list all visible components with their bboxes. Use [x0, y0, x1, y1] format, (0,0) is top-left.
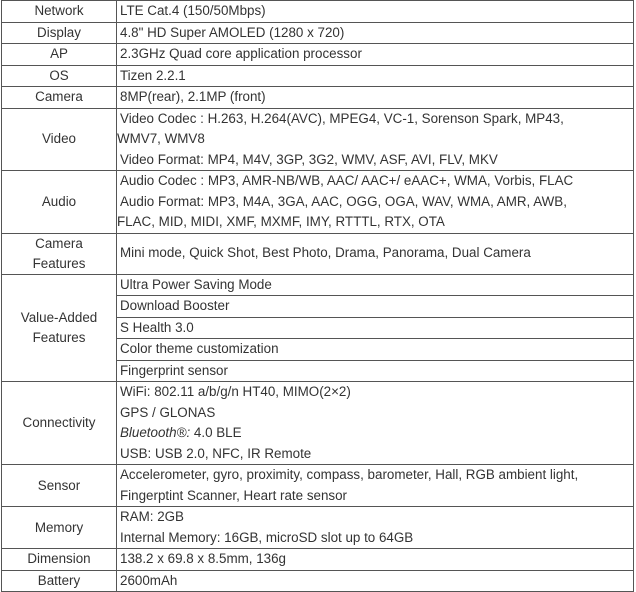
label-line: Features — [32, 255, 86, 271]
row-label: Battery — [2, 570, 117, 592]
row-label: OS — [2, 65, 117, 87]
row-value — [117, 108, 634, 171]
row-label: Connectivity — [2, 382, 117, 465]
value-line: 2.3GHz Quad core application processor — [120, 46, 362, 61]
label-line: Value-Added — [20, 309, 98, 325]
value-line: Fingerptint Scanner, Heart rate sensor — [120, 487, 348, 503]
row-value — [117, 1, 634, 23]
row-label — [2, 233, 117, 274]
table-row — [2, 108, 634, 171]
row-value — [117, 233, 634, 274]
value-cell: S Health 3.0 — [117, 317, 633, 339]
label-line: Features — [32, 329, 86, 345]
table-row — [2, 570, 634, 592]
value-cell: Color theme customization — [117, 338, 633, 360]
row-label: Camera — [2, 87, 117, 109]
table-row — [2, 171, 634, 234]
value-line: Mini mode, Quick Shot, Best Photo, Drama, Panorama, Dual Camera — [120, 245, 531, 261]
row-value — [117, 87, 634, 109]
row-value — [117, 44, 634, 66]
value-line: WiFi: 802.11 a/b/g/n HT40, MIMO(2×2) — [120, 384, 351, 399]
row-value — [117, 65, 634, 87]
table-row — [2, 22, 634, 44]
row-label: AP — [2, 44, 117, 66]
row-value — [117, 171, 634, 234]
row-value — [117, 507, 634, 549]
bluetooth-label: Bluetooth®: — [120, 425, 191, 440]
value-line: 2600mAh — [120, 572, 178, 588]
value-line: Accelerometer, gyro, proximity, compass, barometer, Hall, RGB ambient light, — [120, 467, 579, 482]
row-label: Audio — [2, 171, 117, 234]
row-value — [117, 274, 634, 382]
row-label: Sensor — [2, 465, 117, 507]
row-label: Video — [2, 108, 117, 171]
row-label: Network — [2, 1, 117, 23]
table-row — [2, 44, 634, 66]
table-row — [2, 382, 634, 465]
row-value — [117, 549, 634, 571]
table-row — [2, 1, 634, 23]
row-label: Memory — [2, 507, 117, 549]
row-label — [2, 274, 117, 382]
value-line: 4.8" HD Super AMOLED (1280 x 720) — [120, 24, 345, 40]
row-value — [117, 382, 634, 465]
row-label: Dimension — [2, 549, 117, 571]
value-line: Audio Codec : MP3, AMR-NB/WB, AAC/ AAC+/ eAAC+, WMA, Vorbis, FLAC — [120, 173, 574, 188]
value-cell: Ultra Power Saving Mode — [120, 276, 272, 292]
value-line: WMV7, WMV8 — [117, 131, 205, 146]
row-value — [117, 465, 634, 507]
value-line: Video Codec : H.263, H.264(AVC), MPEG4, VC-1, Sorenson Spark, MP43, — [120, 110, 564, 126]
value-line: FLAC, MID, MIDI, XMF, MXMF, IMY, RTTTL, RTX, OTA — [117, 214, 445, 229]
table-row — [2, 507, 634, 549]
table-row — [2, 465, 634, 507]
row-label: Display — [2, 22, 117, 44]
value-cell: Download Booster — [117, 295, 633, 317]
value-line: GPS / GLONAS — [120, 404, 216, 420]
bluetooth-value: 4.0 BLE — [193, 425, 242, 440]
table-row — [2, 274, 634, 382]
value-line: Internal Memory: 16GB, microSD slot up to 64GB — [120, 529, 414, 545]
value-line: 138.2 x 69.8 x 8.5mm, 136g — [120, 551, 286, 566]
value-line: Tizen 2.2.1 — [120, 67, 186, 83]
row-value — [117, 570, 634, 592]
label-line: Camera — [35, 235, 83, 251]
table-row — [2, 549, 634, 571]
row-value — [117, 22, 634, 44]
spec-table — [1, 0, 634, 592]
table-row — [2, 65, 634, 87]
value-line: RAM: 2GB — [120, 509, 184, 524]
table-row — [2, 233, 634, 274]
table-row — [2, 87, 634, 109]
value-line: LTE Cat.4 (150/50Mbps) — [120, 3, 266, 18]
value-cell: Fingerprint sensor — [117, 360, 633, 382]
value-line: 8MP(rear), 2.1MP (front) — [120, 89, 266, 104]
value-line: USB: USB 2.0, NFC, IR Remote — [120, 445, 312, 461]
value-line — [117, 423, 633, 444]
value-line: Audio Format: MP3, M4A, 3GA, AAC, OGG, OGA, WAV, WMA, AMR, AWB, — [120, 193, 567, 209]
value-line: Video Format: MP4, M4V, 3GP, 3G2, WMV, ASF, AVI, FLV, MKV — [120, 151, 498, 167]
